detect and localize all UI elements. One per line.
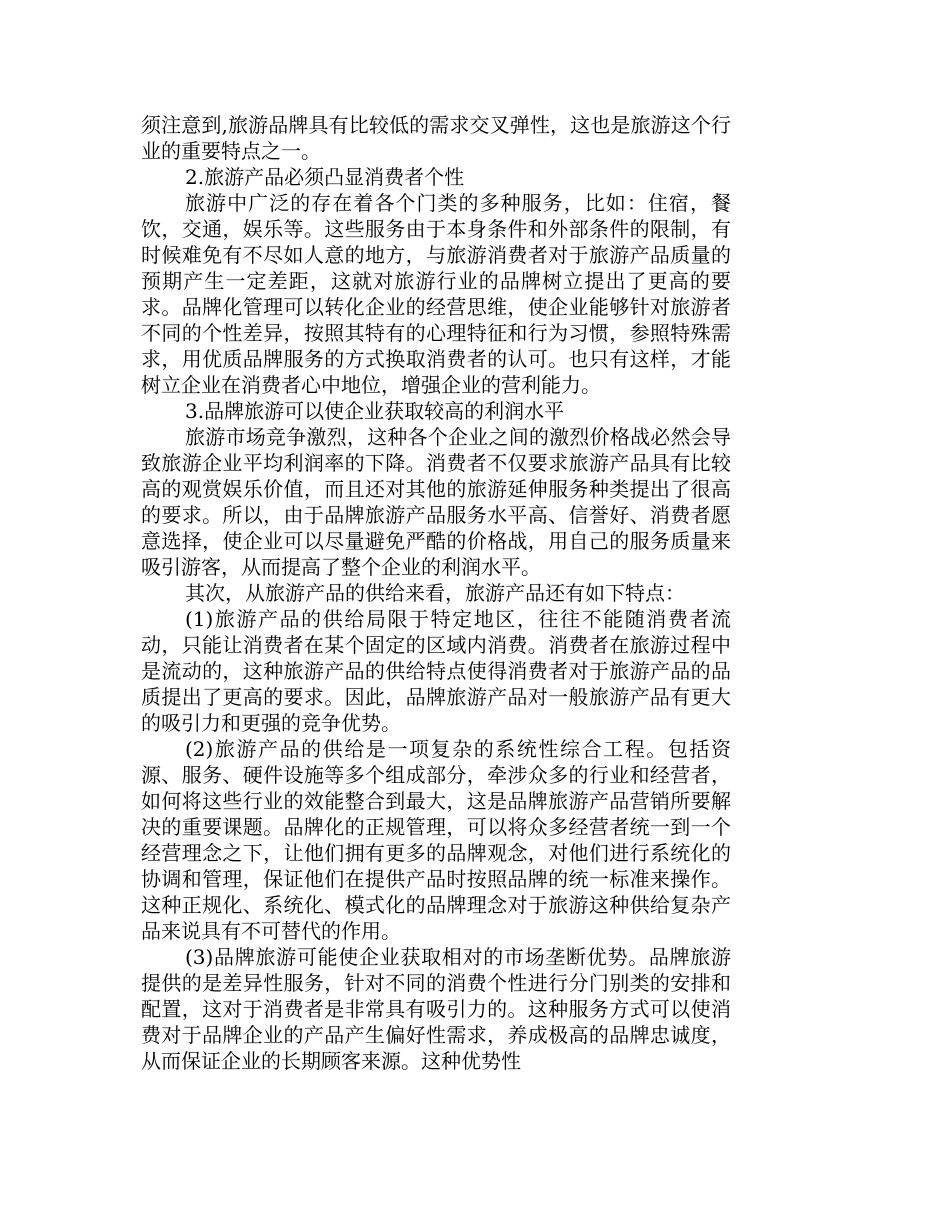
- section-heading-2: 2.旅游产品必须凸显消费者个性: [185, 165, 465, 189]
- paragraph-supply-intro: 其次，从旅游产品的供给来看，旅游产品还有如下特点：: [185, 581, 685, 605]
- paragraph-supply-point-2: (2)旅游产品的供给是一项复杂的系统性综合工程。包括资源、服务、硬件设施等多个组成部分，牵涉众多的行业和经营者，如何将这些行业的效能整合到最大，这是品牌旅游产品营销所要解决的重要课题。品牌化的正规管理，可以将众多经营者统一到一个经营理念之下，让他们拥有更多的品牌观念，对他们进行系统化的协调和管理，保证他们在提供产品时按照品牌的统一标准来操作。这种正规化、系统化、模式化的品牌理念对于旅游这种供给复杂产品来说具有不可替代的作用。: [141, 737, 731, 943]
- document-page: [141, 112, 731, 1074]
- paragraph-supply-point-1: (1)旅游产品的供给局限于特定地区，往往不能随消费者流动，只能让消费者在某个固定的区域内消费。消费者在旅游过程中是流动的，这种旅游产品的供给特点使得消费者对于旅游产品的品质提出了更高的要求。因此，品牌旅游产品对一般旅游产品有更大的吸引力和更强的竞争优势。: [141, 607, 731, 735]
- paragraph-supply-point-3: (3)品牌旅游可能使企业获取相对的市场垄断优势。品牌旅游提供的是差异性服务，针对不同的消费个性进行分门别类的安排和配置，这对于消费者是非常具有吸引力的。这种服务方式可以使消费对于品牌企业的产品产生偏好性需求，养成极高的品牌忠诚度，从而保证企业的长期顾客来源。这种优势性: [141, 945, 731, 1073]
- section-heading-3: 3.品牌旅游可以使企业获取较高的利润水平: [185, 399, 565, 423]
- paragraph-profit-level: 旅游市场竞争激烈，这种各个企业之间的激烈价格战必然会导致旅游企业平均利润率的下降。消费者不仅要求旅游产品具有比较高的观赏娱乐价值，而且还对其他的旅游延伸服务种类提出了很高的要求。所以，由于品牌旅游产品服务水平高、信誉好、消费者愿意选择，使企业可以尽量避免严酷的价格战，用自己的服务质量来吸引游客，从而提高了整个企业的利润水平。: [141, 425, 731, 579]
- paragraph-consumer-personality: 旅游中广泛的存在着各个门类的多种服务，比如：住宿，餐饮，交通，娱乐等。这些服务由于本身条件和外部条件的限制，有时候难免有不尽如人意的地方，与旅游消费者对于旅游产品质量的预期产生一定差距，这就对旅游行业的品牌树立提出了更高的要求。品牌化管理可以转化企业的经营思维，使企业能够针对旅游者不同的个性差异，按照其特有的心理特征和行为习惯，参照特殊需求，用优质品牌服务的方式换取消费者的认可。也只有这样，才能树立企业在消费者心中地位，增强企业的营利能力。: [141, 191, 731, 397]
- paragraph-continuation: 须注意到,旅游品牌具有比较低的需求交叉弹性，这也是旅游这个行业的重要特点之一。: [141, 113, 731, 163]
